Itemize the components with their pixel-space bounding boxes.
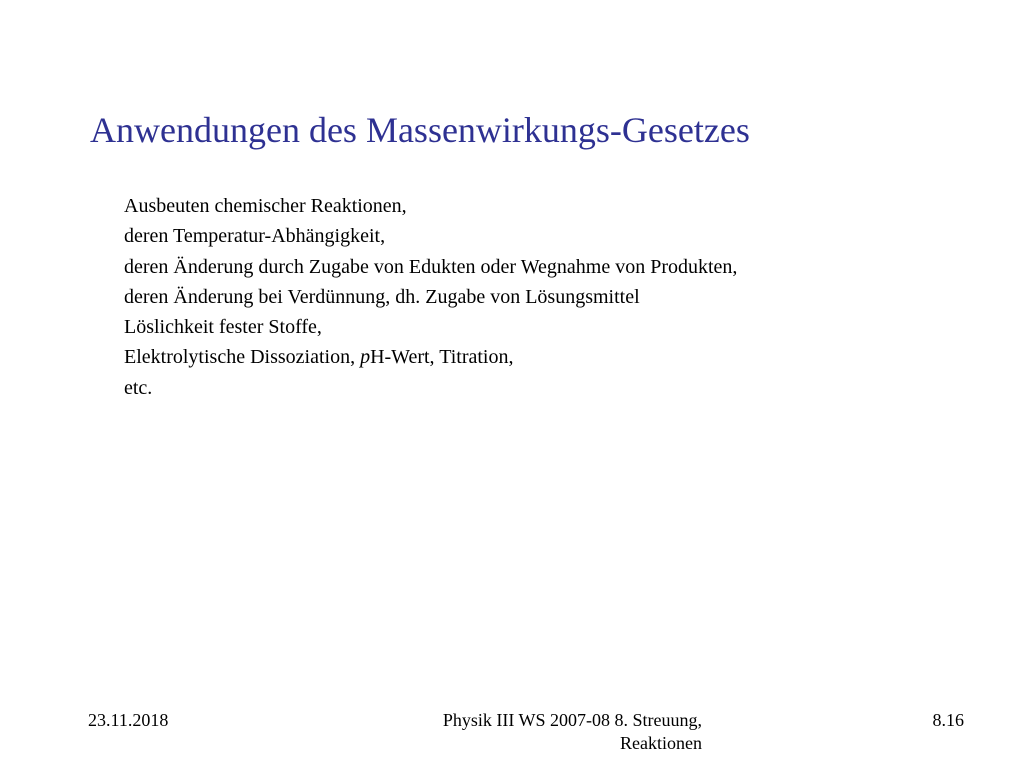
slide-title: Anwendungen des Massenwirkungs-Gesetzes [90,110,750,150]
ph-italic-p: p [360,346,371,369]
list-item-temperature-dependence: deren Temperatur-Abhängigkeit, [124,225,386,248]
list-item-solubility: Löslichkeit fester Stoffe, [124,316,322,339]
list-item-change-by-dilution: deren Änderung bei Verdünnung, dh. Zugabe von Lösungsmittel [124,285,640,308]
dissociation-text-after: H-Wert, Titration, [370,346,514,369]
content-list [124,191,737,403]
footer-lecture-info [400,709,702,755]
list-item-change-by-educts: deren Änderung durch Zugabe von Edukten oder Wegnahme von Produkten, [124,255,738,278]
footer-lecture-line2: Reaktionen [620,733,702,753]
footer-date: 23.11.2018 [88,710,169,730]
list-item-etc: etc. [124,376,153,399]
footer-lecture-line1: Physik III WS 2007-08 8. Streuung, [442,710,702,730]
list-item-dissociation [124,342,737,372]
footer-page-number: 8.16 [932,710,964,730]
list-item-yields: Ausbeuten chemischer Reaktionen, [124,195,407,217]
dissociation-text-before: Elektrolytische Dissoziation, [124,346,361,369]
